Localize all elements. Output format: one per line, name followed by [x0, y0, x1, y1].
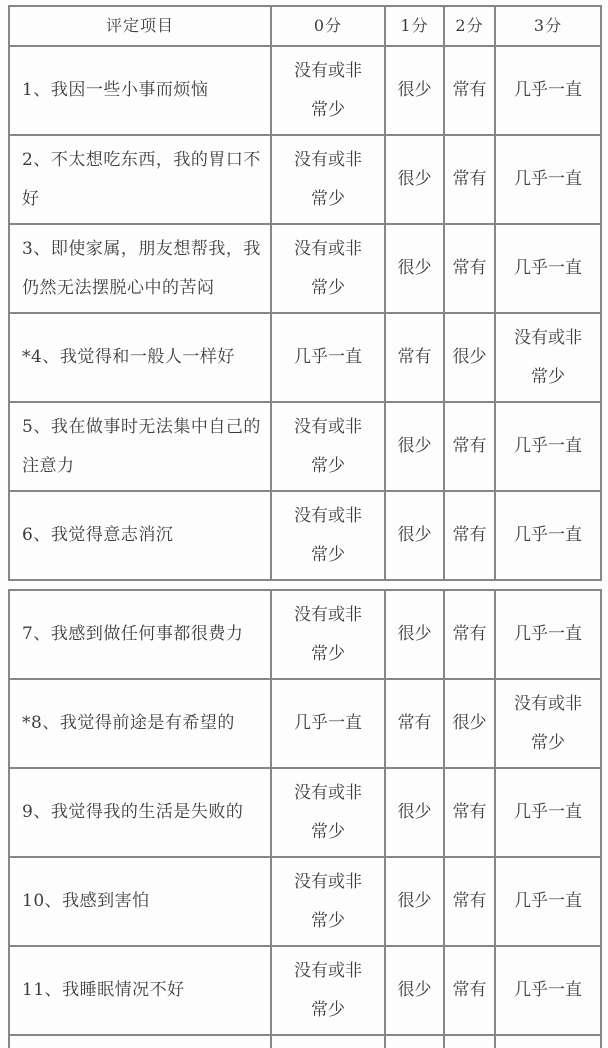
score1-cell: 常有: [385, 679, 444, 768]
score0-cell: 没有或非常少: [271, 46, 385, 135]
score1-cell: 很少: [385, 768, 444, 857]
score2-cell: 常有: [444, 135, 495, 224]
table-row: [9, 402, 601, 491]
score1-cell: 很少: [385, 857, 444, 946]
table-row: [9, 135, 601, 224]
score0-cell: 没有或非常少: [271, 491, 385, 580]
score0-cell: 没有或非常少: [271, 590, 385, 679]
score0-cell: [271, 1035, 385, 1048]
header-score2-col: 2分: [444, 6, 495, 46]
score1-cell: 很少: [385, 46, 444, 135]
score3-cell: 几乎一直: [495, 46, 601, 135]
item-cell: 11、我睡眠情况不好: [9, 946, 271, 1035]
score1-cell: 很少: [385, 590, 444, 679]
score0-cell: 没有或非常少: [271, 946, 385, 1035]
score2-cell: 常有: [444, 590, 495, 679]
score3-cell: 几乎一直: [495, 768, 601, 857]
score2-cell: 常有: [444, 402, 495, 491]
rating-table-page2: [8, 589, 602, 1048]
score2-cell: 常有: [444, 224, 495, 313]
score2-cell: [444, 1035, 495, 1048]
item-cell: 10、我感到害怕: [9, 857, 271, 946]
score3-cell: 几乎一直: [495, 590, 601, 679]
score1-cell: 很少: [385, 135, 444, 224]
score0-cell: 没有或非常少: [271, 402, 385, 491]
item-cell: *4、我觉得和一般人一样好: [9, 313, 271, 402]
item-cell: *8、我觉得前途是有希望的: [9, 679, 271, 768]
score3-cell: 没有或非常少: [495, 313, 601, 402]
score3-cell: 几乎一直: [495, 224, 601, 313]
header-item-col: 评定项目: [9, 6, 271, 46]
score2-cell: 常有: [444, 768, 495, 857]
item-cell: 5、我在做事时无法集中自己的注意力: [9, 402, 271, 491]
score2-cell: 常有: [444, 46, 495, 135]
table-row: [9, 224, 601, 313]
score3-cell: 没有或非常少: [495, 679, 601, 768]
score0-cell: 几乎一直: [271, 679, 385, 768]
score1-cell: 很少: [385, 491, 444, 580]
score3-cell: 几乎一直: [495, 857, 601, 946]
score1-cell: 很少: [385, 946, 444, 1035]
partial-row: [9, 1035, 601, 1048]
score2-cell: 常有: [444, 857, 495, 946]
score3-cell: [495, 1035, 601, 1048]
item-cell: 3、即使家属，朋友想帮我，我仍然无法摆脱心中的苦闷: [9, 224, 271, 313]
score3-cell: 几乎一直: [495, 135, 601, 224]
item-cell: 2、不太想吃东西，我的胃口不好: [9, 135, 271, 224]
score0-cell: 几乎一直: [271, 313, 385, 402]
score2-cell: 常有: [444, 946, 495, 1035]
table-row: [9, 768, 601, 857]
rating-table-page1: [8, 5, 602, 581]
item-cell: 9、我觉得我的生活是失败的: [9, 768, 271, 857]
item-cell: 1、我因一些小事而烦恼: [9, 46, 271, 135]
table-row: [9, 679, 601, 768]
score3-cell: 几乎一直: [495, 946, 601, 1035]
score0-cell: 没有或非常少: [271, 857, 385, 946]
item-cell: [9, 1035, 271, 1048]
score0-cell: 没有或非常少: [271, 135, 385, 224]
score3-cell: 几乎一直: [495, 402, 601, 491]
table-row: [9, 590, 601, 679]
score3-cell: 几乎一直: [495, 491, 601, 580]
item-cell: 7、我感到做任何事都很费力: [9, 590, 271, 679]
table-row: [9, 313, 601, 402]
item-cell: 6、我觉得意志消沉: [9, 491, 271, 580]
header-score1-col: 1分: [385, 6, 444, 46]
score0-cell: 没有或非常少: [271, 768, 385, 857]
table-row: [9, 491, 601, 580]
score2-cell: 很少: [444, 313, 495, 402]
table-row: [9, 946, 601, 1035]
score1-cell: [385, 1035, 444, 1048]
scanned-questionnaire-page: [0, 5, 608, 1020]
score2-cell: 很少: [444, 679, 495, 768]
header-score0-col: 0分: [271, 6, 385, 46]
score1-cell: 常有: [385, 313, 444, 402]
table-row: [9, 857, 601, 946]
header-score3-col: 3分: [495, 6, 601, 46]
table-row: [9, 46, 601, 135]
score0-cell: 没有或非常少: [271, 224, 385, 313]
score1-cell: 很少: [385, 402, 444, 491]
score2-cell: 常有: [444, 491, 495, 580]
header-row: [9, 6, 601, 46]
score1-cell: 很少: [385, 224, 444, 313]
